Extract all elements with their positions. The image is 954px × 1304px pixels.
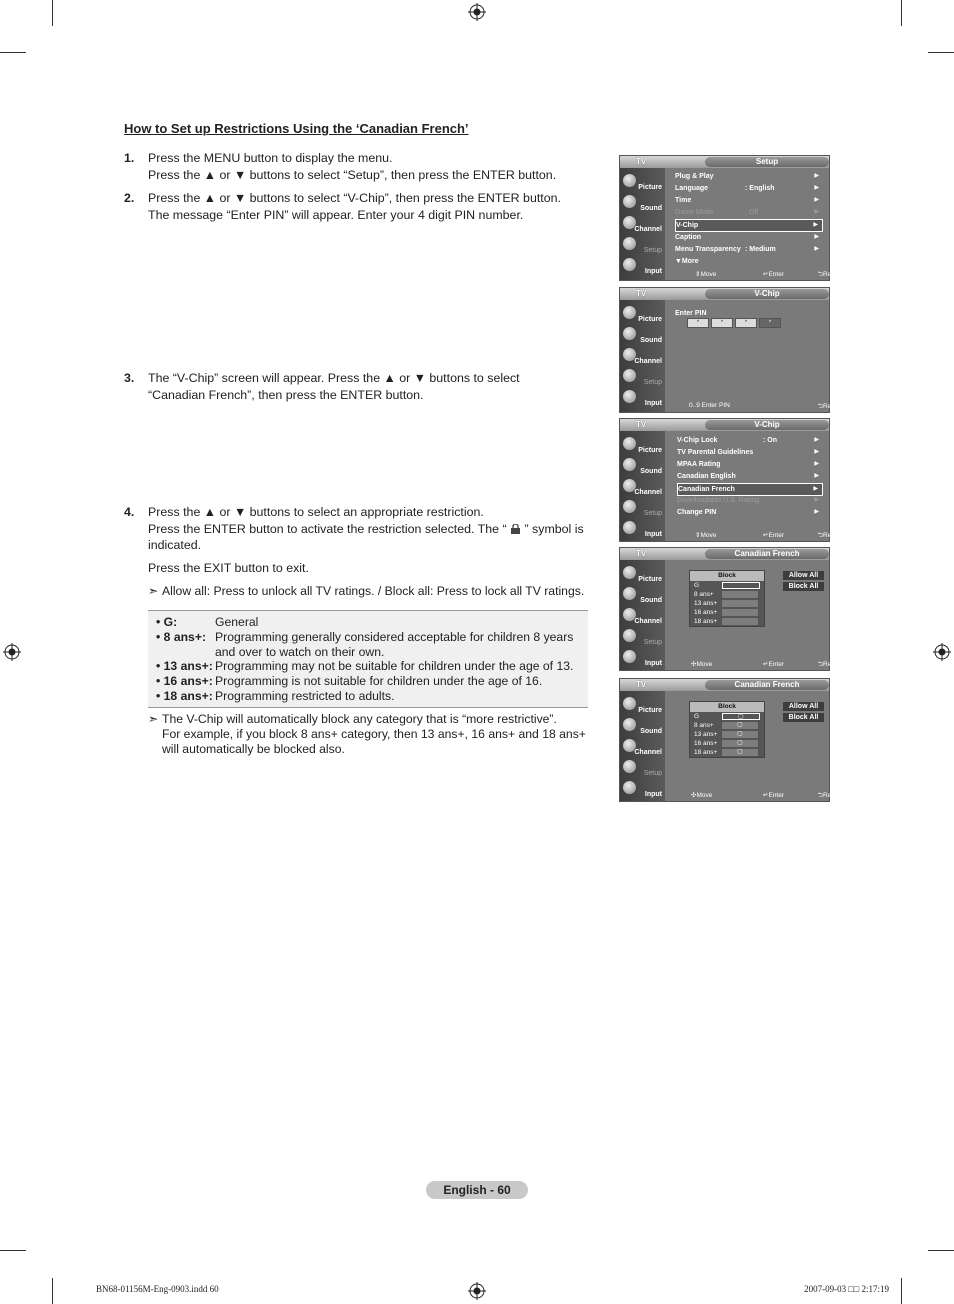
step-line: Press the EXIT button to exit. xyxy=(148,560,309,575)
sidebar-item-channel[interactable]: Channel xyxy=(620,606,665,627)
step-text: ” symbol is indicated. xyxy=(148,521,584,552)
sidebar-item-setup[interactable]: Setup xyxy=(620,758,665,779)
definition-item: • 13 ans+: Programming may not be suitable for children under the age of 13. xyxy=(156,659,574,673)
sound-icon xyxy=(623,458,636,471)
lock-icon xyxy=(510,524,521,534)
registration-mark-icon xyxy=(468,1282,486,1300)
tv-label: TV xyxy=(636,157,647,166)
tv-sidebar xyxy=(620,691,665,801)
registration-mark-icon xyxy=(468,3,486,21)
sidebar-item-channel[interactable]: Channel xyxy=(620,477,665,498)
block-header: Block xyxy=(690,571,764,581)
screen-title: V-Chip xyxy=(705,289,829,299)
sound-icon xyxy=(623,587,636,600)
block-header: Block xyxy=(690,702,764,712)
rating-row[interactable]: 8 ans+ ▢ xyxy=(690,721,764,730)
lock-icon: ▢ xyxy=(722,722,758,729)
step-line: Press the ▲ or ▼ buttons to select “V-Chip”, then press the ENTER button. xyxy=(148,191,561,205)
step-line: The message “Enter PIN” will appear. Enter your 4 digit PIN number. xyxy=(148,207,524,222)
sidebar-item-sound[interactable]: Sound xyxy=(620,456,665,477)
rating-row[interactable]: 13 ans+ xyxy=(690,599,764,608)
crop-mark xyxy=(928,1250,954,1251)
tv-sidebar xyxy=(620,300,665,412)
gear-icon xyxy=(623,369,636,382)
menu-item[interactable]: Caption ▶ xyxy=(675,234,819,241)
note-text: The V-Chip will automatically block any category that is “more restrictive”. xyxy=(162,712,557,726)
sidebar-item-channel[interactable]: Channel xyxy=(620,737,665,758)
step-line: Press the ▲ or ▼ buttons to select “Setup”, then press the ENTER button. xyxy=(148,167,557,182)
tv-label: TV xyxy=(636,420,647,429)
gear-icon xyxy=(623,237,636,250)
sidebar-item-setup[interactable]: Setup xyxy=(620,367,665,388)
allow-all-button[interactable]: Allow All xyxy=(783,702,824,711)
menu-item[interactable]: Menu Transparency : Medium ▶ xyxy=(675,246,819,253)
lock-icon: ▢ xyxy=(722,749,758,756)
menu-item[interactable]: Game Mode : Off ▶ xyxy=(675,209,819,216)
sidebar-item-sound[interactable]: Sound xyxy=(620,716,665,737)
step-4 xyxy=(124,504,594,576)
gear-icon xyxy=(623,500,636,513)
input-icon xyxy=(623,390,636,403)
screen-footer: ✣ Move ↵ Enter ⮌ Return xyxy=(691,661,843,668)
tv-sidebar xyxy=(620,168,665,280)
note-text: will automatically be blocked also. xyxy=(162,742,345,756)
gear-icon xyxy=(623,629,636,642)
rating-row[interactable]: G ▢ xyxy=(690,712,764,721)
step-text: Press the ENTER button to activate the restriction selected. The “ xyxy=(148,521,507,536)
crop-mark xyxy=(901,1278,902,1304)
screen-footer: 0..9 Enter PIN ⮌ Return xyxy=(689,402,843,410)
step-number: 4. xyxy=(124,505,135,519)
step-line: The “V-Chip” screen will appear. Press the ▲ or ▼ buttons to select xyxy=(148,371,520,385)
picture-icon xyxy=(623,174,636,187)
sidebar-item-picture[interactable]: Picture xyxy=(620,172,665,193)
lock-icon: ▢ xyxy=(722,713,760,720)
sidebar-item-setup[interactable]: Setup xyxy=(620,235,665,256)
sidebar-item-setup[interactable]: Setup xyxy=(620,498,665,519)
note-text: Allow all: Press to unlock all TV ratings. / Block all: Press to lock all TV ratings. xyxy=(162,584,585,598)
sidebar-item-sound[interactable]: Sound xyxy=(620,193,665,214)
footer-timestamp: 2007-09-03 □□ 2:17:19 xyxy=(804,1284,889,1294)
sidebar-item-sound[interactable]: Sound xyxy=(620,585,665,606)
crop-mark xyxy=(901,0,902,26)
screen-title: Canadian French xyxy=(705,549,829,559)
pin-digit-field[interactable]: * xyxy=(687,318,709,328)
sidebar-item-input[interactable]: Input xyxy=(620,519,665,540)
rating-table xyxy=(689,570,765,627)
screen-footer: ✣ Move ↵ Enter ⮌ Return xyxy=(691,792,843,799)
crop-mark xyxy=(52,0,53,26)
menu-item[interactable]: Downloadable U.S. Rating ▶ xyxy=(677,497,819,504)
rating-row[interactable]: 18 ans+ xyxy=(690,617,764,626)
step-number: 3. xyxy=(124,371,135,385)
sidebar-item-picture[interactable]: Picture xyxy=(620,564,665,585)
input-icon xyxy=(623,521,636,534)
tv-screen-canadian-french xyxy=(619,547,843,671)
rating-row[interactable]: 16 ans+ xyxy=(690,608,764,617)
menu-item[interactable]: Change PIN ▶ xyxy=(677,509,819,516)
block-all-button[interactable]: Block All xyxy=(783,713,824,722)
menu-item[interactable]: ▼More xyxy=(675,258,699,265)
sound-icon xyxy=(623,327,636,340)
screen-title: Setup xyxy=(705,157,829,167)
page-number-badge: English - 60 xyxy=(426,1181,528,1199)
screen-title: Canadian French xyxy=(705,680,829,690)
step-number: 1. xyxy=(124,151,135,165)
crop-mark xyxy=(0,52,26,53)
picture-icon xyxy=(623,306,636,319)
tv-label: TV xyxy=(636,549,647,558)
picture-icon xyxy=(623,566,636,579)
sidebar-item-setup[interactable]: Setup xyxy=(620,627,665,648)
crop-mark xyxy=(928,52,954,53)
tv-screen-vchip xyxy=(619,418,843,542)
rating-row[interactable]: 18 ans+ ▢ xyxy=(690,748,764,757)
rating-row[interactable]: 8 ans+ xyxy=(690,590,764,599)
sidebar-item-sound[interactable]: Sound xyxy=(620,325,665,346)
definition-item: • 18 ans+: Programming restricted to adults. xyxy=(156,689,395,703)
sound-icon xyxy=(623,195,636,208)
sidebar-item-channel[interactable]: Channel xyxy=(620,346,665,367)
tv-sidebar xyxy=(620,431,665,541)
crop-mark xyxy=(0,1250,26,1251)
lock-icon: ▢ xyxy=(722,740,758,747)
block-all-button[interactable]: Block All xyxy=(783,582,824,591)
pin-digit-field[interactable]: * xyxy=(735,318,757,328)
step-2 xyxy=(124,190,594,223)
note-arrow-icon: ➣ xyxy=(148,712,159,726)
menu-item[interactable]: Language : English ▶ xyxy=(675,185,819,192)
screen-title: V-Chip xyxy=(705,420,829,430)
sidebar-item-input[interactable]: Input xyxy=(620,648,665,669)
rating-row[interactable]: G xyxy=(690,581,764,590)
input-icon xyxy=(623,650,636,663)
step-line xyxy=(148,521,594,554)
definition-item: • 8 ans+: Programming generally considered acceptable for children 8 years and over to watch on their own. xyxy=(156,630,574,659)
section-heading: How to Set up Restrictions Using the ‘Canadian French’ xyxy=(124,121,469,136)
definition-item: • G: General xyxy=(156,615,259,629)
pin-digit-field[interactable]: * xyxy=(711,318,733,328)
footer-file-name: BN68-01156M-Eng-0903.indd 60 xyxy=(96,1284,219,1294)
menu-item[interactable]: TV Parental Guidelines ▶ xyxy=(677,449,819,456)
rating-row[interactable]: 13 ans+ ▢ xyxy=(690,730,764,739)
sound-icon xyxy=(623,718,636,731)
definition-item: • 16 ans+: Programming is not suitable for children under the age of 16. xyxy=(156,674,543,688)
allow-all-button[interactable]: Allow All xyxy=(783,571,824,580)
input-icon xyxy=(623,258,636,271)
sidebar-item-picture[interactable]: Picture xyxy=(620,304,665,325)
input-icon xyxy=(623,781,636,794)
sidebar-item-input[interactable]: Input xyxy=(620,256,665,277)
picture-icon xyxy=(623,437,636,450)
tv-sidebar xyxy=(620,560,665,670)
note-arrow-icon: ➣ xyxy=(148,584,159,598)
menu-item-selected[interactable]: V-Chip ▶ xyxy=(675,219,823,232)
step-1 xyxy=(124,150,594,183)
tv-screen-canadian-french-locked xyxy=(619,678,843,802)
menu-item[interactable]: Plug & Play ▶ xyxy=(675,173,819,180)
note-text: For example, if you block 8 ans+ category, then 13 ans+, 16 ans+ and 18 ans+ xyxy=(162,727,586,741)
note-allow-block xyxy=(148,584,588,599)
pin-digit-field-active[interactable]: * xyxy=(759,318,781,328)
tv-label: TV xyxy=(636,680,647,689)
registration-mark-icon xyxy=(3,643,21,661)
rating-definitions xyxy=(148,610,588,708)
step-number: 2. xyxy=(124,191,135,205)
menu-item[interactable]: MPAA Rating ▶ xyxy=(677,461,819,468)
step-line: Press the MENU button to display the menu. xyxy=(148,151,393,165)
rating-table xyxy=(689,701,765,758)
sidebar-item-channel[interactable]: Channel xyxy=(620,214,665,235)
sidebar-item-picture[interactable]: Picture xyxy=(620,695,665,716)
step-line: “Canadian French”, then press the ENTER button. xyxy=(148,387,424,402)
menu-item[interactable]: Time ▶ xyxy=(675,197,819,204)
tv-label: TV xyxy=(636,289,647,298)
menu-item-selected[interactable]: Canadian French ▶ xyxy=(677,483,823,496)
enter-pin-label: Enter PIN xyxy=(675,310,707,317)
step-3 xyxy=(124,370,594,403)
rating-row[interactable]: 16 ans+ ▢ xyxy=(690,739,764,748)
screen-footer: ⇕ Move ↵ Enter ⮌ Return xyxy=(695,271,843,278)
sidebar-item-picture[interactable]: Picture xyxy=(620,435,665,456)
registration-mark-icon xyxy=(933,643,951,661)
screen-footer: ⇕ Move ↵ Enter ⮌ Return xyxy=(695,532,843,539)
picture-icon xyxy=(623,697,636,710)
tv-screen-setup xyxy=(619,155,843,281)
crop-mark xyxy=(52,1278,53,1304)
sidebar-item-input[interactable]: Input xyxy=(620,779,665,800)
lock-icon: ▢ xyxy=(722,731,758,738)
tv-screen-enter-pin xyxy=(619,287,843,413)
gear-icon xyxy=(623,760,636,773)
menu-item[interactable]: V-Chip Lock : On ▶ xyxy=(677,437,819,444)
sidebar-item-input[interactable]: Input xyxy=(620,388,665,409)
step-line: Press the ▲ or ▼ buttons to select an appropriate restriction. xyxy=(148,505,484,519)
menu-item[interactable]: Canadian English ▶ xyxy=(677,473,819,480)
note-vchip-auto xyxy=(148,712,588,757)
